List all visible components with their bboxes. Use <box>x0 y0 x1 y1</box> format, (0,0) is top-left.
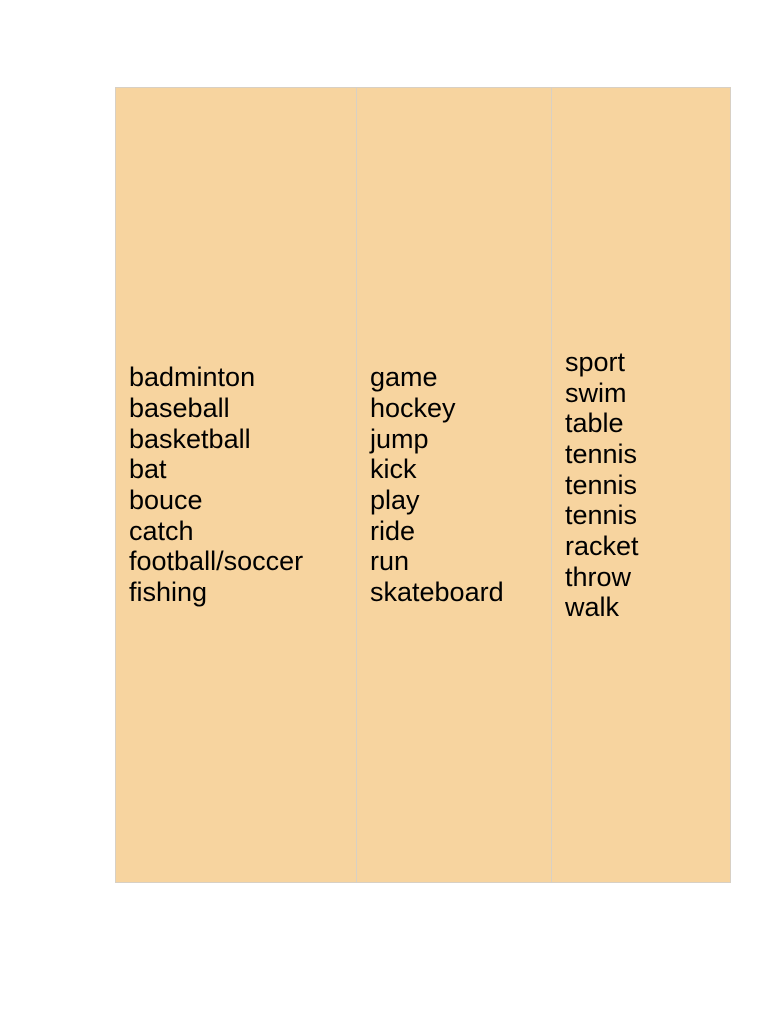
list-item: football/soccer <box>129 546 304 577</box>
list-item: bouce <box>129 485 203 515</box>
list-item: basketball <box>129 423 251 454</box>
word-column-1 <box>116 88 357 883</box>
list-item: bat <box>129 454 167 485</box>
list-item: ride <box>370 515 416 546</box>
list-item: run <box>370 546 410 577</box>
list-item: catch <box>129 515 194 546</box>
list-item: game <box>370 362 438 393</box>
list-item: tennis <box>565 469 638 500</box>
list-item: walk <box>565 592 620 623</box>
list-item: tennis <box>565 500 638 531</box>
list-item: hockey <box>370 392 456 423</box>
list-item: jump <box>370 423 429 454</box>
list-item: play <box>370 485 420 515</box>
list-item: sport <box>565 346 626 377</box>
list-item: skateboard <box>370 577 504 608</box>
list-item: fishing <box>129 577 208 608</box>
list-item: badminton <box>129 362 256 393</box>
list-item: swim <box>565 377 627 408</box>
table-row <box>116 88 731 883</box>
word-column-2 <box>357 88 552 883</box>
word-column-3 <box>552 88 731 883</box>
list-item: kick <box>370 454 417 485</box>
list-item: throw <box>565 561 632 592</box>
list-item: racket <box>565 531 639 562</box>
list-item: baseball <box>129 392 230 423</box>
list-item: table <box>565 408 624 439</box>
word-table <box>115 87 731 883</box>
list-item: tennis <box>565 438 638 469</box>
